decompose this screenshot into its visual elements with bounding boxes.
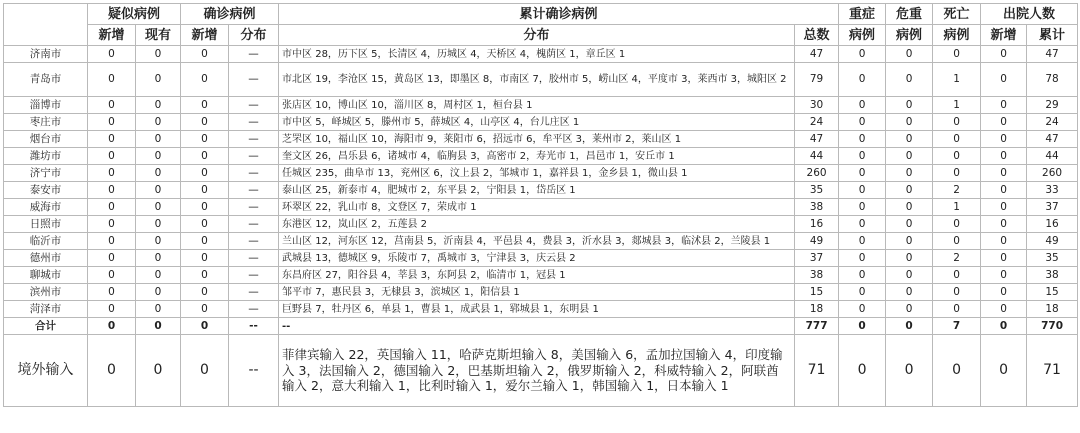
discharged-cumulative-cell: 24 (1027, 114, 1078, 131)
suspected-current-cell: 0 (136, 301, 181, 318)
discharged-new-cell: 0 (981, 97, 1027, 114)
header-suspected-current: 现有 (136, 25, 181, 46)
death-cell: 0 (933, 284, 981, 301)
suspected-new-cell: 0 (88, 250, 136, 267)
discharged-cumulative-cell: 49 (1027, 233, 1078, 250)
city-cell: 日照市 (4, 216, 88, 233)
critical-cell: 0 (886, 182, 933, 199)
critical-cell: 0 (886, 97, 933, 114)
suspected-current-cell: 0 (136, 233, 181, 250)
header-city (4, 4, 88, 46)
death-cell: 0 (933, 131, 981, 148)
severe-cell: 0 (839, 250, 886, 267)
suspected-current-cell: 0 (136, 318, 181, 335)
confirmed-new-cell: 0 (181, 216, 229, 233)
discharged-cumulative-cell: 33 (1027, 182, 1078, 199)
severe-cell: 0 (839, 216, 886, 233)
header-cumulative: 累计确诊病例 (279, 4, 839, 25)
confirmed-distribution-cell: — (229, 63, 279, 97)
suspected-new-cell: 0 (88, 148, 136, 165)
discharged-new-cell: 0 (981, 335, 1027, 407)
critical-cell: 0 (886, 199, 933, 216)
suspected-current-cell: 0 (136, 148, 181, 165)
death-cell: 0 (933, 335, 981, 407)
district-distribution-cell: 兰山区 12，河东区 12，莒南县 5，沂南县 4，平邑县 4，费县 3，沂水县 3，郯城县 3，临沭县 2，兰陵县 1 (279, 233, 795, 250)
total-cell: 777 (795, 318, 839, 335)
confirmed-new-cell: 0 (181, 46, 229, 63)
discharged-new-cell: 0 (981, 114, 1027, 131)
discharged-cumulative-cell: 16 (1027, 216, 1078, 233)
table-row (4, 114, 1078, 131)
header-cumulative-distribution: 分布 (279, 25, 795, 46)
discharged-cumulative-cell: 47 (1027, 131, 1078, 148)
total-cell: 260 (795, 165, 839, 182)
discharged-new-cell: 0 (981, 131, 1027, 148)
city-cell: 滨州市 (4, 284, 88, 301)
suspected-current-cell: 0 (136, 131, 181, 148)
discharged-new-cell: 0 (981, 250, 1027, 267)
death-cell: 0 (933, 148, 981, 165)
confirmed-distribution-cell: — (229, 114, 279, 131)
suspected-new-cell: 0 (88, 165, 136, 182)
suspected-new-cell: 0 (88, 216, 136, 233)
total-cell: 15 (795, 284, 839, 301)
table-row (4, 250, 1078, 267)
discharged-cumulative-cell: 44 (1027, 148, 1078, 165)
table-row (4, 63, 1078, 97)
total-cell: 49 (795, 233, 839, 250)
severe-cell: 0 (839, 267, 886, 284)
header-discharged-cumulative: 累计 (1027, 25, 1078, 46)
district-distribution-cell: 巨野县 7，牡丹区 6，单县 1，曹县 1，成武县 1，郓城县 1，东明县 1 (279, 301, 795, 318)
city-cell: 境外输入 (4, 335, 88, 407)
suspected-current-cell: 0 (136, 63, 181, 97)
confirmed-new-cell: 0 (181, 165, 229, 182)
suspected-current-cell: 0 (136, 284, 181, 301)
total-cell: 47 (795, 46, 839, 63)
city-cell: 聊城市 (4, 267, 88, 284)
critical-cell: 0 (886, 165, 933, 182)
death-cell: 7 (933, 318, 981, 335)
header-critical: 危重 (886, 4, 933, 25)
discharged-new-cell: 0 (981, 63, 1027, 97)
death-cell: 0 (933, 233, 981, 250)
district-distribution-cell: 泰山区 25，新泰市 4，肥城市 2，东平县 2，宁阳县 1，岱岳区 1 (279, 182, 795, 199)
confirmed-distribution-cell: — (229, 301, 279, 318)
discharged-cumulative-cell: 47 (1027, 46, 1078, 63)
city-cell: 菏泽市 (4, 301, 88, 318)
table-row (4, 233, 1078, 250)
discharged-cumulative-cell: 37 (1027, 199, 1078, 216)
district-distribution-cell: 芝罘区 10，福山区 10，海阳市 9，莱阳市 6，招远市 6，牟平区 3，莱州市 2，莱山区 1 (279, 131, 795, 148)
suspected-new-cell: 0 (88, 63, 136, 97)
header-row-1 (4, 4, 1078, 25)
header-death: 死亡 (933, 4, 981, 25)
discharged-cumulative-cell: 71 (1027, 335, 1078, 407)
table-row (4, 148, 1078, 165)
header-suspected: 疑似病例 (88, 4, 181, 25)
header-critical-cases: 病例 (886, 25, 933, 46)
discharged-new-cell: 0 (981, 46, 1027, 63)
severe-cell: 0 (839, 131, 886, 148)
header-death-cases: 病例 (933, 25, 981, 46)
critical-cell: 0 (886, 216, 933, 233)
confirmed-new-cell: 0 (181, 182, 229, 199)
header-cumulative-total: 总数 (795, 25, 839, 46)
discharged-cumulative-cell: 15 (1027, 284, 1078, 301)
death-cell: 0 (933, 165, 981, 182)
severe-cell: 0 (839, 63, 886, 97)
district-distribution-cell: 东昌府区 27，阳谷县 4，莘县 3，东阿县 2，临清市 1，冠县 1 (279, 267, 795, 284)
severe-cell: 0 (839, 301, 886, 318)
city-cell: 青岛市 (4, 63, 88, 97)
district-distribution-cell: 市中区 5，峄城区 5，滕州市 5，薛城区 4，山亭区 4，台儿庄区 1 (279, 114, 795, 131)
discharged-cumulative-cell: 35 (1027, 250, 1078, 267)
discharged-cumulative-cell: 78 (1027, 63, 1078, 97)
critical-cell: 0 (886, 250, 933, 267)
city-cell: 德州市 (4, 250, 88, 267)
header-confirmed-new: 新增 (181, 25, 229, 46)
confirmed-new-cell: 0 (181, 114, 229, 131)
suspected-current-cell: 0 (136, 182, 181, 199)
table-row (4, 131, 1078, 148)
city-cell: 潍坊市 (4, 148, 88, 165)
suspected-new-cell: 0 (88, 301, 136, 318)
district-distribution-cell: 东港区 12，岚山区 2，五莲县 2 (279, 216, 795, 233)
suspected-current-cell: 0 (136, 165, 181, 182)
total-row (4, 318, 1078, 335)
death-cell: 0 (933, 114, 981, 131)
table-row (4, 165, 1078, 182)
header-confirmed-distribution: 分布 (229, 25, 279, 46)
discharged-new-cell: 0 (981, 182, 1027, 199)
critical-cell: 0 (886, 284, 933, 301)
confirmed-distribution-cell: — (229, 216, 279, 233)
discharged-cumulative-cell: 29 (1027, 97, 1078, 114)
severe-cell: 0 (839, 284, 886, 301)
severe-cell: 0 (839, 46, 886, 63)
district-distribution-cell: 环翠区 22，乳山市 8，文登区 7，荣成市 1 (279, 199, 795, 216)
district-distribution-cell: 菲律宾输入 22，英国输入 11，哈萨克斯坦输入 8，美国输入 6，孟加拉国输入 4，印度输入 3，法国输入 2，德国输入 2，巴基斯坦输入 2，俄罗斯输入 2，科威特输入 2，阿联酋输入 2，意大利输入 1，比利时输入 1，爱尔兰输入 1，韩国输入 1，日本输入 1 (279, 335, 795, 407)
table-row (4, 301, 1078, 318)
discharged-new-cell: 0 (981, 165, 1027, 182)
district-distribution-cell: 市北区 19，李沧区 15，黄岛区 13，即墨区 8，市南区 7，胶州市 5，崂山区 4，平度市 3，莱西市 3，城阳区 2 (279, 63, 795, 97)
district-distribution-cell: 市中区 28，历下区 5，长清区 4，历城区 4，天桥区 4，槐荫区 1，章丘区 1 (279, 46, 795, 63)
table-row (4, 46, 1078, 63)
discharged-new-cell: 0 (981, 233, 1027, 250)
total-cell: 79 (795, 63, 839, 97)
total-cell: 47 (795, 131, 839, 148)
confirmed-new-cell: 0 (181, 301, 229, 318)
suspected-current-cell: 0 (136, 216, 181, 233)
critical-cell: 0 (886, 335, 933, 407)
city-cell: 烟台市 (4, 131, 88, 148)
city-cell: 威海市 (4, 199, 88, 216)
discharged-new-cell: 0 (981, 199, 1027, 216)
suspected-current-cell: 0 (136, 114, 181, 131)
total-cell: 38 (795, 199, 839, 216)
discharged-cumulative-cell: 770 (1027, 318, 1078, 335)
severe-cell: 0 (839, 165, 886, 182)
total-cell: 71 (795, 335, 839, 407)
confirmed-new-cell: 0 (181, 148, 229, 165)
death-cell: 2 (933, 182, 981, 199)
total-cell: 18 (795, 301, 839, 318)
confirmed-distribution-cell: — (229, 165, 279, 182)
death-cell: 0 (933, 301, 981, 318)
suspected-current-cell: 0 (136, 199, 181, 216)
district-distribution-cell: 邹平市 7，惠民县 3，无棣县 3，滨城区 1，阳信县 1 (279, 284, 795, 301)
header-discharged-new: 新增 (981, 25, 1027, 46)
critical-cell: 0 (886, 318, 933, 335)
death-cell: 0 (933, 267, 981, 284)
table-row (4, 182, 1078, 199)
confirmed-new-cell: 0 (181, 284, 229, 301)
suspected-new-cell: 0 (88, 233, 136, 250)
city-cell: 合计 (4, 318, 88, 335)
death-cell: 1 (933, 199, 981, 216)
confirmed-distribution-cell: — (229, 97, 279, 114)
death-cell: 2 (933, 250, 981, 267)
header-severe: 重症 (839, 4, 886, 25)
death-cell: 1 (933, 63, 981, 97)
discharged-new-cell: 0 (981, 148, 1027, 165)
total-cell: 37 (795, 250, 839, 267)
death-cell: 1 (933, 97, 981, 114)
confirmed-new-cell: 0 (181, 199, 229, 216)
confirmed-distribution-cell: — (229, 233, 279, 250)
suspected-current-cell: 0 (136, 46, 181, 63)
district-distribution-cell: 武城县 13，德城区 9，乐陵市 7，禹城市 3，宁津县 3，庆云县 2 (279, 250, 795, 267)
confirmed-new-cell: 0 (181, 131, 229, 148)
suspected-new-cell: 0 (88, 46, 136, 63)
table-row (4, 216, 1078, 233)
severe-cell: 0 (839, 148, 886, 165)
city-cell: 济宁市 (4, 165, 88, 182)
suspected-current-cell: 0 (136, 250, 181, 267)
confirmed-new-cell: 0 (181, 267, 229, 284)
suspected-new-cell: 0 (88, 131, 136, 148)
suspected-new-cell: 0 (88, 199, 136, 216)
suspected-current-cell: 0 (136, 335, 181, 407)
discharged-new-cell: 0 (981, 318, 1027, 335)
confirmed-distribution-cell: — (229, 148, 279, 165)
table-row (4, 267, 1078, 284)
discharged-new-cell: 0 (981, 216, 1027, 233)
header-confirmed: 确诊病例 (181, 4, 279, 25)
discharged-cumulative-cell: 18 (1027, 301, 1078, 318)
confirmed-distribution-cell: — (229, 182, 279, 199)
discharged-new-cell: 0 (981, 301, 1027, 318)
critical-cell: 0 (886, 46, 933, 63)
death-cell: 0 (933, 46, 981, 63)
header-suspected-new: 新增 (88, 25, 136, 46)
confirmed-distribution-cell: — (229, 267, 279, 284)
confirmed-new-cell: 0 (181, 97, 229, 114)
confirmed-distribution-cell: -- (229, 335, 279, 407)
suspected-current-cell: 0 (136, 97, 181, 114)
discharged-new-cell: 0 (981, 267, 1027, 284)
confirmed-new-cell: 0 (181, 63, 229, 97)
covid-case-table (3, 3, 1078, 407)
confirmed-new-cell: 0 (181, 335, 229, 407)
suspected-new-cell: 0 (88, 267, 136, 284)
table-row (4, 284, 1078, 301)
district-distribution-cell: 任城区 235，曲阜市 13，兖州区 6，汶上县 2，邹城市 1，嘉祥县 1，金乡县 1，微山县 1 (279, 165, 795, 182)
header-discharged: 出院人数 (981, 4, 1078, 25)
critical-cell: 0 (886, 148, 933, 165)
critical-cell: 0 (886, 63, 933, 97)
table-row (4, 97, 1078, 114)
discharged-cumulative-cell: 260 (1027, 165, 1078, 182)
confirmed-new-cell: 0 (181, 233, 229, 250)
city-cell: 临沂市 (4, 233, 88, 250)
severe-cell: 0 (839, 182, 886, 199)
critical-cell: 0 (886, 301, 933, 318)
critical-cell: 0 (886, 114, 933, 131)
severe-cell: 0 (839, 97, 886, 114)
total-cell: 44 (795, 148, 839, 165)
city-cell: 泰安市 (4, 182, 88, 199)
confirmed-distribution-cell: — (229, 250, 279, 267)
total-cell: 24 (795, 114, 839, 131)
table-row (4, 199, 1078, 216)
total-cell: 30 (795, 97, 839, 114)
severe-cell: 0 (839, 233, 886, 250)
confirmed-distribution-cell: — (229, 199, 279, 216)
confirmed-distribution-cell: — (229, 46, 279, 63)
confirmed-new-cell: 0 (181, 250, 229, 267)
confirmed-distribution-cell: — (229, 284, 279, 301)
severe-cell: 0 (839, 335, 886, 407)
suspected-current-cell: 0 (136, 267, 181, 284)
confirmed-new-cell: 0 (181, 318, 229, 335)
death-cell: 0 (933, 216, 981, 233)
confirmed-distribution-cell: — (229, 131, 279, 148)
header-severe-cases: 病例 (839, 25, 886, 46)
total-cell: 38 (795, 267, 839, 284)
total-cell: 16 (795, 216, 839, 233)
city-cell: 淄博市 (4, 97, 88, 114)
district-distribution-cell: 奎文区 26，昌乐县 6，诸城市 4，临朐县 3，高密市 2，寿光市 1，昌邑市 1，安丘市 1 (279, 148, 795, 165)
foreign-import-row (4, 335, 1078, 407)
discharged-new-cell: 0 (981, 284, 1027, 301)
suspected-new-cell: 0 (88, 182, 136, 199)
critical-cell: 0 (886, 131, 933, 148)
severe-cell: 0 (839, 114, 886, 131)
suspected-new-cell: 0 (88, 284, 136, 301)
critical-cell: 0 (886, 233, 933, 250)
critical-cell: 0 (886, 267, 933, 284)
suspected-new-cell: 0 (88, 114, 136, 131)
suspected-new-cell: 0 (88, 335, 136, 407)
district-distribution-cell: -- (279, 318, 795, 335)
city-cell: 枣庄市 (4, 114, 88, 131)
severe-cell: 0 (839, 318, 886, 335)
severe-cell: 0 (839, 199, 886, 216)
header-row-2 (4, 25, 1078, 46)
suspected-new-cell: 0 (88, 318, 136, 335)
total-cell: 35 (795, 182, 839, 199)
city-cell: 济南市 (4, 46, 88, 63)
suspected-new-cell: 0 (88, 97, 136, 114)
confirmed-distribution-cell: -- (229, 318, 279, 335)
district-distribution-cell: 张店区 10，博山区 10，淄川区 8，周村区 1，桓台县 1 (279, 97, 795, 114)
discharged-cumulative-cell: 38 (1027, 267, 1078, 284)
